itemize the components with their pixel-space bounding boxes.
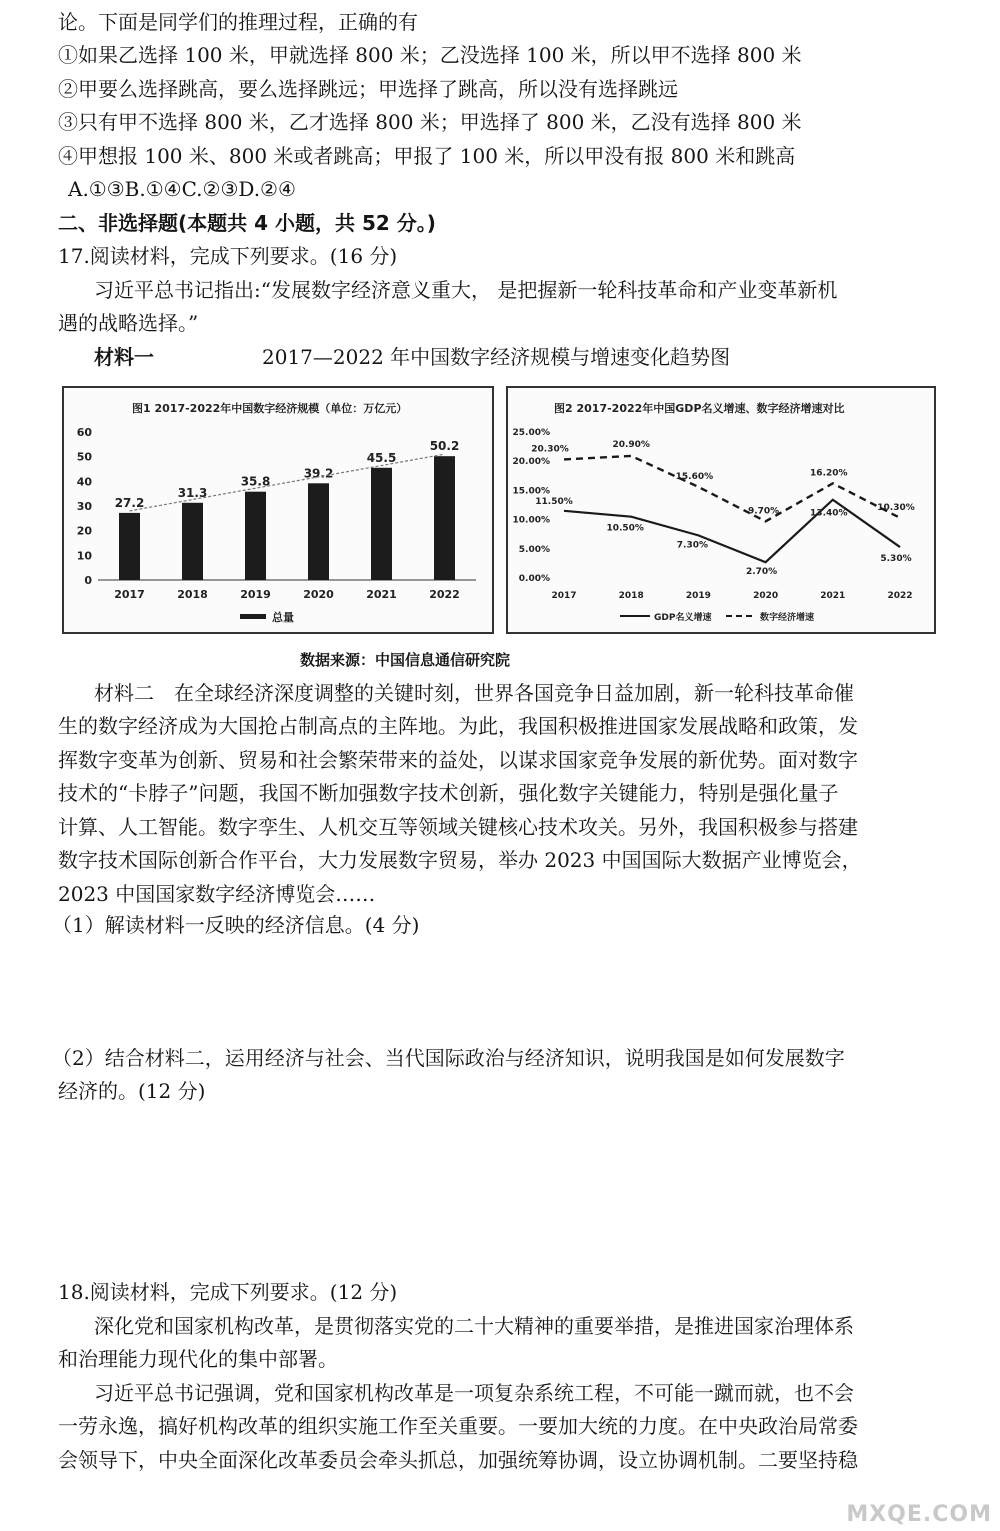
chart1-ytick-label: 20 <box>76 524 92 538</box>
chart2-data-label: 7.30% <box>676 540 709 551</box>
chart2-data-label: 13.40% <box>810 508 848 519</box>
q18-line-4: 一劳永逸，搞好机构改革的组织实施工作至关重要。一要加大统的力度。在中央政治局常委 <box>58 1414 858 1438</box>
section-heading: 二、非选择题(本题共 4 小题，共 52 分。) <box>58 211 436 235</box>
chart1-ytick-label: 10 <box>76 549 92 563</box>
q17-intro-line-2: 遇的战略选择。” <box>58 311 199 335</box>
chart1-legend-label: 总量 <box>272 611 294 624</box>
chart1-ytick-label: 50 <box>76 450 92 464</box>
material2-line-5: 计算、人工智能。数字孪生、人机交互等领域关键核心技术攻关。另外，我国积极参与搭建 <box>58 815 858 839</box>
chart2-data-label: 16.20% <box>810 468 848 479</box>
chart2-data-label: 2.70% <box>745 567 778 578</box>
q16-option-3: ③只有甲不选择 800 米，乙才选择 800 米；甲选择了 800 米，乙没有选择 800 米 <box>58 110 802 134</box>
chart1-data-label: 27.2 <box>114 495 145 510</box>
material1-title: 2017—2022 年中国数字经济规模与增速变化趋势图 <box>262 345 731 369</box>
chart1-xtick-label: 2019 <box>240 588 271 601</box>
chart2-ytick-label: 10.00% <box>512 515 550 526</box>
chart1-ytick-label: 0 <box>84 574 92 587</box>
chart1-ytick-label: 40 <box>76 475 92 489</box>
chart2-data-label: 11.50% <box>535 496 573 507</box>
q17-sub2-line-1: （2）结合材料二，运用经济与社会、当代国际政治与经济知识，说明我国是如何发展数字 <box>52 1046 845 1070</box>
chart2-xtick-label: 2019 <box>685 591 711 601</box>
chart2-ytick-label: 20.00% <box>512 457 550 468</box>
chart1-legend-swatch <box>240 614 266 619</box>
chart1-bar <box>308 483 329 580</box>
chart2-data-label: 20.30% <box>531 444 569 455</box>
chart2-svg <box>508 388 934 632</box>
chart2-xtick-label: 2022 <box>887 591 913 601</box>
q16-option-2: ②甲要么选择跳高，要么选择跳远；甲选择了跳高，所以没有选择跳远 <box>58 77 678 101</box>
chart1-bar <box>245 492 266 580</box>
chart1-ytick-label: 60 <box>76 426 92 439</box>
q18-line-2: 和治理能力现代化的集中部署。 <box>58 1347 338 1371</box>
material2-line-2: 生的数字经济成为大国抢占制高点的主阵地。为此，我国积极推进国家发展战略和政策，发 <box>58 714 858 738</box>
chart1-title: 图1 2017-2022年中国数字经济规模（单位：万亿元） <box>132 402 408 415</box>
q16-option-1: ①如果乙选择 100 米，甲就选择 800 米；乙没选择 100 米，所以甲不选择 800 米 <box>58 43 802 67</box>
chart2-data-label: 10.50% <box>606 523 644 534</box>
material2-line-4: 技术的“卡脖子”问题，我国不断加强数字技术创新，强化数字关键能力，特别是强化量子 <box>58 781 839 805</box>
chart1-bar <box>434 456 455 580</box>
chart1-xtick-label: 2017 <box>114 588 145 601</box>
chart2-xtick-label: 2020 <box>753 591 779 601</box>
material2-line-1: 材料二 在全球经济深度调整的关键时刻，世界各国竞争日益加剧，新一轮科技革命催 <box>94 681 854 705</box>
q16-stem-tail: 论。下面是同学们的推理过程，正确的有 <box>58 10 418 34</box>
chart1-data-label: 31.3 <box>177 485 208 500</box>
chart2-panel <box>506 386 936 634</box>
q18-line-1: 深化党和国家机构改革，是贯彻落实党的二十大精神的重要举措，是推进国家治理体系 <box>94 1314 854 1338</box>
chart2-data-label: 15.60% <box>675 471 714 482</box>
watermark-logo: MXQE.COM <box>846 1502 992 1527</box>
q16-option-4: ④甲想报 100 米、800 米或者跳高；甲报了 100 米，所以甲没有报 800 米和跳高 <box>58 144 796 168</box>
chart2-legend-label: GDP名义增速 <box>654 613 712 623</box>
q18-line-3: 习近平总书记强调，党和国家机构改革是一项复杂系统工程，不可能一蹴而就，也不会 <box>94 1381 854 1405</box>
chart2-ytick-label: 15.00% <box>512 486 550 497</box>
chart1-xtick-label: 2020 <box>303 588 334 601</box>
chart1-data-label: 50.2 <box>429 439 460 454</box>
chart2-xtick-label: 2018 <box>618 591 644 601</box>
chart1-svg <box>64 388 492 632</box>
chart2-data-label: 20.90% <box>612 439 650 450</box>
chart2-data-label: 10.30% <box>877 502 915 513</box>
material2-line-3: 挥数字变革为创新、贸易和社会繁荣带来的益处，以谋求国家竞争发展的新优势。面对数字 <box>58 748 858 772</box>
chart1-xtick-label: 2022 <box>429 588 460 601</box>
chart1-bar <box>119 513 140 580</box>
q17-sub1: （1）解读材料一反映的经济信息。(4 分) <box>52 913 420 937</box>
chart2-data-label: 9.70% <box>747 506 780 517</box>
q16-choices: A.①③B.①④C.②③D.②④ <box>68 177 296 201</box>
chart2-ytick-label: 0.00% <box>518 574 550 584</box>
chart2-ytick-label: 25.00% <box>512 428 550 438</box>
material2-line-6: 数字技术国际创新合作平台，大力发展数字贸易，举办 2023 中国国际大数据产业博览会， <box>58 848 862 872</box>
chart1-ytick-label: 30 <box>76 500 92 513</box>
material2-line-7: 2023 中国国家数字经济博览会…… <box>58 882 376 906</box>
chart2-xtick-label: 2021 <box>820 591 846 601</box>
material1-label: 材料一 <box>94 345 154 369</box>
chart1-bar <box>371 468 392 580</box>
q17-sub2-line-2: 经济的。(12 分) <box>58 1079 206 1103</box>
chart2-data-label: 5.30% <box>880 554 912 565</box>
chart1-data-label: 35.8 <box>240 474 271 489</box>
chart1-data-label: 45.5 <box>366 450 397 465</box>
chart2-legend-label: 数字经济增速 <box>760 613 815 623</box>
chart2-ytick-label: 5.00% <box>518 544 550 555</box>
chart1-trend-line <box>130 454 445 511</box>
chart1-panel <box>62 386 494 634</box>
chart1-xtick-label: 2021 <box>366 588 397 601</box>
chart2-title: 图2 2017-2022年中国GDP名义增速、数字经济增速对比 <box>554 402 845 415</box>
chart1-data-label: 39.2 <box>303 466 334 481</box>
chart2-xtick-label: 2017 <box>551 591 577 601</box>
q18-heading: 18.阅读材料，完成下列要求。(12 分) <box>58 1280 398 1304</box>
q17-heading: 17.阅读材料，完成下列要求。(16 分) <box>58 244 398 268</box>
q18-line-5: 会领导下，中央全面深化改革委员会牵头抓总，加强统筹协调，设立协调机制。二要坚持稳 <box>58 1448 858 1472</box>
q17-intro-line-1: 习近平总书记指出:“发展数字经济意义重大， 是把握新一轮科技革命和产业变革新机 <box>94 278 838 302</box>
chart1-xtick-label: 2018 <box>177 588 208 601</box>
data-source: 数据来源：中国信息通信研究院 <box>300 651 511 669</box>
chart1-bar <box>182 503 203 580</box>
